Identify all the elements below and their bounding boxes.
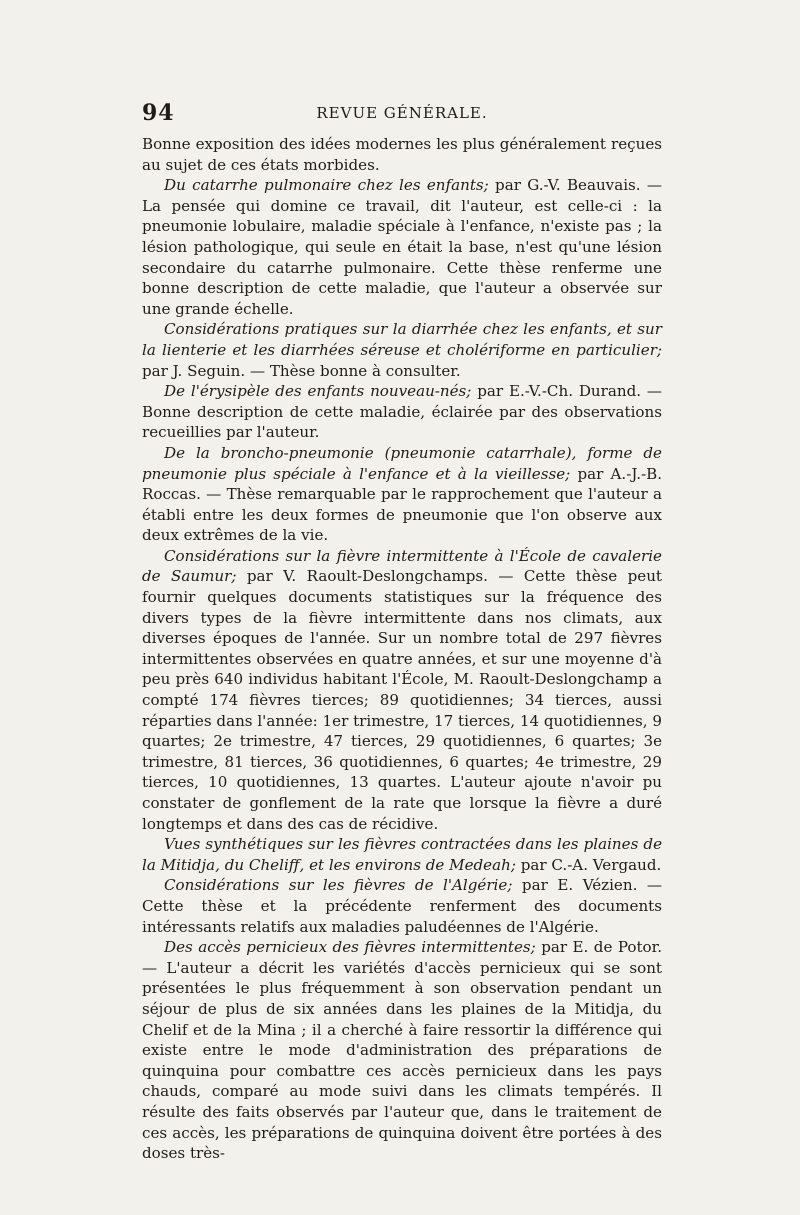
paragraph-text: par C.-A. Vergaud.	[515, 855, 662, 874]
thesis-title: De la broncho-pneumonie (pneumonie catarrhale), forme de pneumonie plus spéciale à l'enfance et à la vieillesse;	[142, 443, 662, 483]
paragraph	[142, 381, 662, 443]
thesis-title: Considérations sur la fièvre intermittente à l'École de cavalerie de Saumur;	[142, 546, 662, 586]
paragraph	[142, 134, 662, 175]
paragraph-text: par E.-V.-Ch. Durand. — Bonne description de cette maladie, éclairée par des observations recueillies par l'auteur.	[142, 382, 662, 442]
paragraph-text: par V. Raoult-Deslongchamps. — Cette thèse peut fournir quelques documents statistiques sur la fréquence des divers types de la fièvre intermittente dans nos climats, aux diverses époques de l'année. Sur un nombre total de 297 fièvres intermittentes observées en quatre années, et sur une moyenne d'à peu près 640 individus habitant l'École, M. Raoult-Deslongchamp a compté 174 fièvres tierces; 89 quotidiennes; 34 tierces, aussi réparties dans l'année: 1er trimestre, 17 tierces, 14 quotidiennes, 9 quartes; 2e trimestre, 47 tierces, 29 quotidiennes, 6 quartes; 3e trimestre, 81 tierces, 36 quotidiennes, 6 quartes; 4e trimestre, 29 tierces, 10 quotidiennes, 13 quartes. L'auteur ajoute n'avoir pu constater de gonflement de la rate que lorsque la fièvre a duré longtemps et dans des cas de récidive.	[142, 567, 662, 833]
thesis-title: Considérations sur les fièvres de l'Algérie;	[164, 876, 513, 895]
thesis-title: De l'érysipèle des enfants nouveau-nés;	[164, 382, 472, 401]
thesis-title: Considérations pratiques sur la diarrhée chez les enfants, et sur la lienterie et les diarrhées séreuse et cholériforme en particulier;	[142, 320, 662, 359]
paragraph-text: par E. de Potor. — L'auteur a décrit les variétés d'accès pernicieux qui se sont présentées le plus fréquemment à son observation pendant un séjour de plus de six années dans les plaines de la Mitidja, du Chelif et de la Mina ; il a cherché à faire ressortir la différence qui existe entre le mode d'administration des préparations de quinquina pour combattre ces accès pernicieux dans les pays chauds, comparé au mode suivi dans les climats tempérés. Il résulte des faits observés par l'auteur que, dans le traitement de ces accès, les préparations de quinquina doivent être portées à des doses très-	[142, 938, 662, 1163]
paragraph-text: par J. Seguin. — Thèse bonne à consulter.	[142, 361, 461, 380]
paragraph-text: par G.-V. Beauvais. — La pensée qui domine ce travail, dit l'auteur, est celle-ci : la pneumonie lobulaire, maladie spéciale à l'enfance, n'existe pas ; la lésion pathologique, qui seule en était la base, n'est qu'une lésion secondaire du catarrhe pulmonaire. Cette thèse renferme une bonne description de cette maladie, que l'auteur a observée sur une grande échelle.	[142, 176, 662, 318]
thesis-title: Vues synthétiques sur les fièvres contractées dans les plaines de la Mitidja, du Cheliff, et les environs de Medeah;	[142, 835, 662, 874]
paragraph	[142, 546, 662, 834]
paragraph	[142, 937, 662, 1164]
body-text	[142, 134, 662, 1164]
page-number: 94	[142, 100, 175, 126]
thesis-title: Du catarrhe pulmonaire chez les enfants;	[164, 176, 489, 195]
paragraph	[142, 175, 662, 319]
paragraph-text: Bonne exposition des idées modernes les plus généralement reçues au sujet de ces états morbides.	[142, 135, 662, 174]
paragraph-text: par E. Vézien. — Cette thèse et la précédente renferment des documents intéressants relatifs aux maladies paludéennes de l'Algérie.	[142, 876, 662, 936]
paragraph	[142, 319, 662, 381]
thesis-title: Des accès pernicieux des fièvres intermittentes;	[164, 938, 536, 957]
paragraph	[142, 834, 662, 875]
page-header	[142, 100, 662, 130]
paragraph	[142, 443, 662, 546]
paragraph	[142, 875, 662, 937]
running-head: REVUE GÉNÉRALE.	[316, 104, 488, 122]
paragraph-text: par A.-J.-B. Roccas. — Thèse remarquable par le rapprochement que l'auteur a établi entre les deux formes de pneumonie que l'on observe aux deux extrêmes de la vie.	[142, 464, 662, 545]
